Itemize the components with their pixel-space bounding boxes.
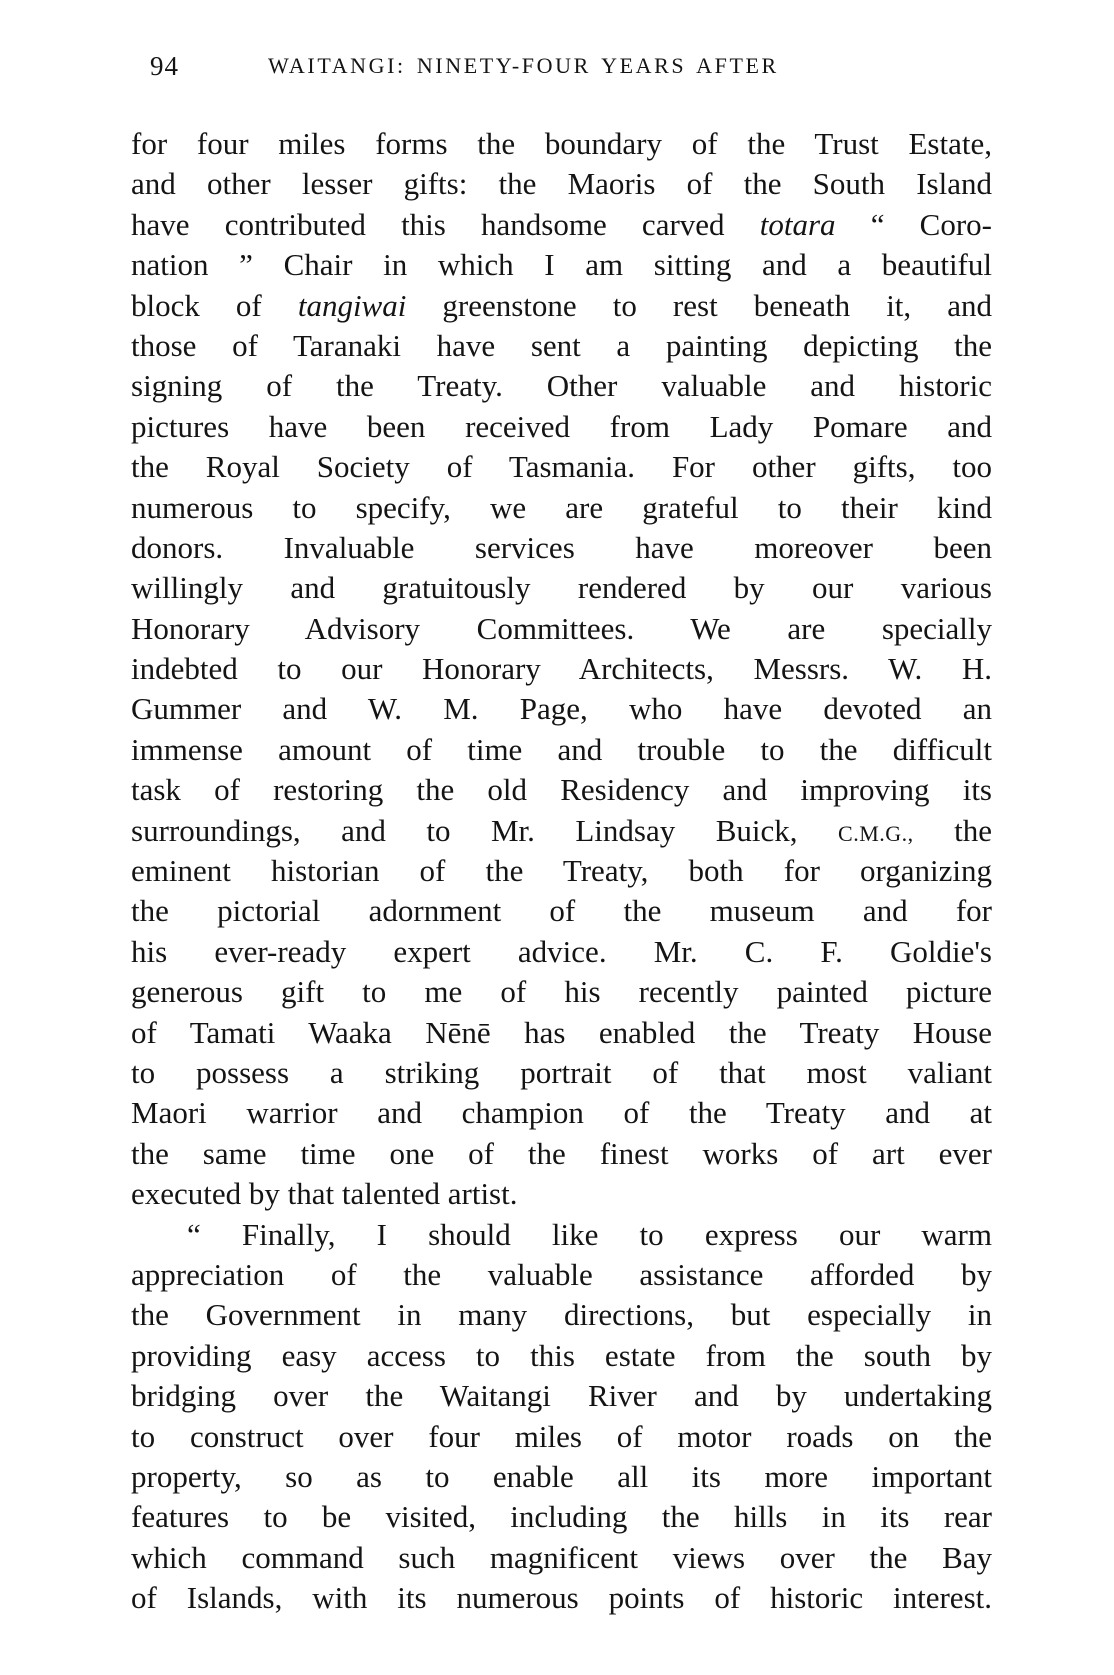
text-line: immense amount of time and trouble to the difficult (131, 731, 992, 767)
text-segment: surroundings, and to Mr. Lindsay Buick, (131, 812, 798, 848)
text-line: for four miles forms the boundary of the Trust Estate, (131, 126, 992, 161)
text-line: the Royal Society of Tasmania. For other gifts, too (131, 449, 992, 485)
text-segment: the (954, 812, 992, 848)
text-line: which command such magnificent views over the Bay (131, 1539, 992, 1575)
text-line: task of restoring the old Residency and improving its (131, 772, 992, 808)
body-text (131, 124, 992, 1618)
text-line: eminent historian of the Treaty, both for organizing (131, 853, 992, 889)
text-line: “ Finally, I should like to express our warm (187, 1216, 992, 1252)
text-line: to possess a striking portrait of that most valiant (131, 1054, 992, 1090)
text-line: to construct over four miles of motor roads on the (131, 1418, 992, 1454)
text-segment: “ Coro- (870, 206, 992, 242)
italic-term-tangiwai: tangiwai (297, 287, 407, 323)
text-line: providing easy access to this estate from the south by (131, 1337, 992, 1373)
text-line: numerous to specify, we are grateful to their kind (131, 489, 992, 525)
text-line: bridging over the Waitangi River and by undertaking (131, 1378, 992, 1414)
text-line: generous gift to me of his recently painted picture (131, 974, 992, 1010)
text-line: willingly and gratuitously rendered by our various (131, 570, 992, 606)
text-line: those of Taranaki have sent a painting depicting the (131, 327, 992, 363)
running-title: WAITANGI: NINETY-FOUR YEARS AFTER (268, 53, 779, 78)
text-line: of Islands, with its numerous points of historic interest. (131, 1580, 992, 1616)
text-line: donors. Invaluable services have moreover been (131, 529, 992, 565)
text-line: Gummer and W. M. Page, who have devoted an (131, 691, 992, 727)
text-line: property, so as to enable all its more important (131, 1458, 992, 1494)
running-head (150, 46, 990, 86)
text-line: indebted to our Honorary Architects, Messrs. W. H. (131, 651, 992, 687)
small-caps-cmg: C.M.G., (838, 820, 914, 846)
text-line: appreciation of the valuable assistance afforded by (131, 1256, 992, 1292)
text-line: Maori warrior and champion of the Treaty and at (131, 1095, 992, 1131)
text-segment: greenstone to rest beneath it, and (442, 287, 992, 323)
italic-term-totara: totara (759, 206, 836, 242)
page-number: 94 (150, 51, 179, 81)
text-line: and other lesser gifts: the Maoris of the South Island (131, 166, 992, 202)
text-line: Honorary Advisory Committees. We are specially (131, 610, 992, 646)
text-line: of Tamati Waaka Nēnē has enabled the Treaty House (131, 1014, 992, 1050)
text-line (131, 205, 992, 245)
text-line: pictures have been received from Lady Pomare and (131, 408, 992, 444)
text-line: the pictorial adornment of the museum and for (131, 893, 992, 929)
paragraph-1 (131, 124, 992, 1215)
text-line: signing of the Treaty. Other valuable and historic (131, 368, 992, 404)
text-line: executed by that talented artist. (131, 1176, 518, 1212)
text-segment: have contributed this handsome carved (131, 206, 725, 242)
text-line: features to be visited, including the hills in its rear (131, 1499, 992, 1535)
text-line: the same time one of the finest works of art ever (131, 1135, 992, 1171)
paragraph-2 (131, 1215, 992, 1619)
text-segment: block of (131, 287, 262, 323)
text-line (131, 286, 992, 326)
text-line: the Government in many directions, but especially in (131, 1297, 992, 1333)
text-line: his ever-ready expert advice. Mr. C. F. Goldie's (131, 933, 992, 969)
text-line (131, 811, 992, 851)
text-line: nation ” Chair in which I am sitting and a beautiful (131, 247, 992, 283)
